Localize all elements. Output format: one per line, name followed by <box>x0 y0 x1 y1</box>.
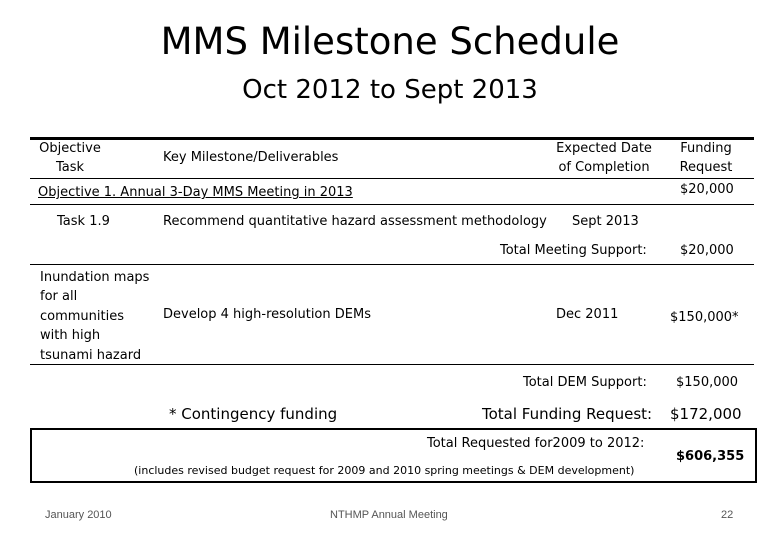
total-funding-amount: $172,000 <box>670 405 742 423</box>
header-funding-line1: Funding <box>680 141 732 156</box>
dem-support-amount: $150,000 <box>676 375 739 390</box>
dem-support-label: Total DEM Support: <box>523 375 647 390</box>
total-funding-label: Total Funding Request: <box>482 405 653 423</box>
header-expected-date-line2: of Completion <box>558 160 650 175</box>
inundation-task-line4: with high <box>40 328 101 344</box>
header-objective: Objective <box>39 141 101 156</box>
inundation-date: Dec 2011 <box>556 307 619 322</box>
inundation-funding: $150,000* <box>670 310 739 325</box>
slide-title: MMS Milestone Schedule <box>160 20 620 63</box>
meeting-support-label: Total Meeting Support: <box>500 243 647 258</box>
inundation-task-line1: Inundation maps <box>40 270 150 285</box>
header-task: Task <box>55 160 85 175</box>
header-objective-task <box>30 139 110 177</box>
inundation-task-line3: communities <box>40 308 124 324</box>
task19-milestone: Recommend quantitative hazard assessment methodology <box>163 214 547 229</box>
footer-date: January 2010 <box>45 509 112 521</box>
inundation-task-line2: for all <box>40 289 78 305</box>
inundation-task-line5: tsunami hazard <box>40 347 142 363</box>
slide-subtitle: Oct 2012 to Sept 2013 <box>242 75 538 105</box>
objective1-label: Objective 1. Annual 3-Day MMS Meeting in 2013 <box>38 185 353 200</box>
footer-page-number: 22 <box>721 509 734 521</box>
footer-title: NTHMP Annual Meeting <box>330 509 448 521</box>
total-requested-label: Total Requested for2009 to 2012: <box>427 436 645 451</box>
inundation-task <box>40 268 149 365</box>
header-funding-line2: Request <box>679 160 733 175</box>
dem-divider <box>30 364 754 365</box>
objective1-divider <box>30 178 754 179</box>
header-funding <box>665 139 747 177</box>
contingency-note: * Contingency funding <box>169 405 338 423</box>
meeting-support-amount: $20,000 <box>680 243 734 258</box>
total-requested-note: (includes revised budget request for 2009 and 2010 spring meetings & DEM development) <box>134 464 635 477</box>
header-expected-date <box>548 139 660 177</box>
task19-task: Task 1.9 <box>57 214 110 229</box>
task19-date: Sept 2013 <box>572 214 639 229</box>
header-milestone: Key Milestone/Deliverables <box>163 150 339 165</box>
total-requested-amount: $606,355 <box>676 449 745 464</box>
objective1-funding: $20,000 <box>680 182 734 197</box>
inundation-divider <box>30 264 754 265</box>
header-expected-date-line1: Expected Date <box>556 141 652 156</box>
task19-divider <box>30 204 754 205</box>
inundation-milestone: Develop 4 high-resolution DEMs <box>163 307 371 322</box>
